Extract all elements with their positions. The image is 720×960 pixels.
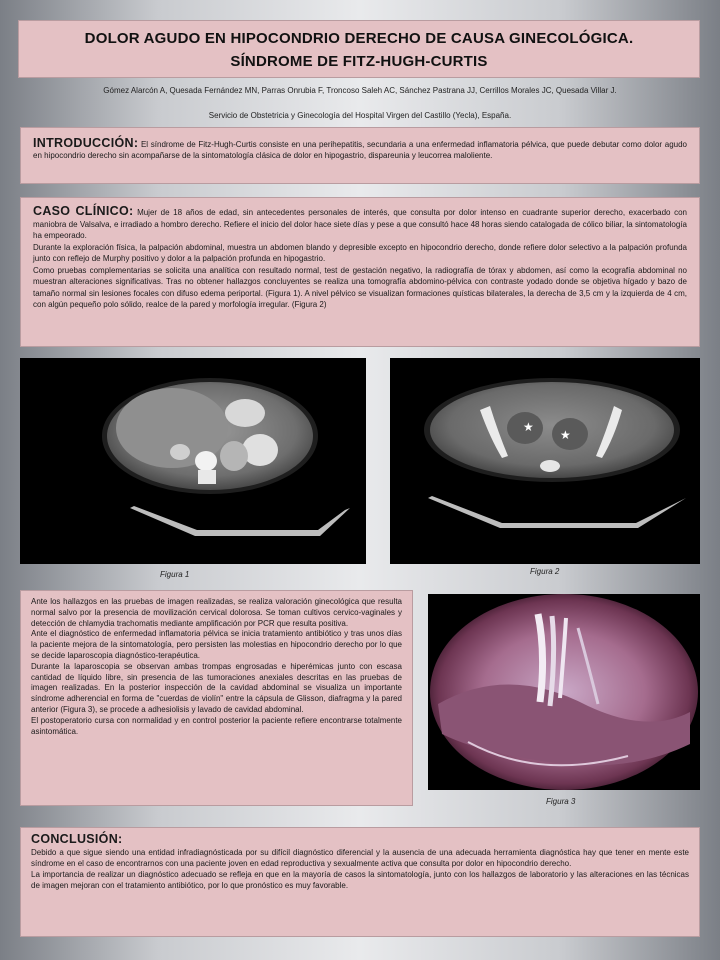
evolucion-p3: Durante la laparoscopia se observan ambas trompas engrosadas e hiperémicas junto con escasa cantidad de líquido libre, sin presencia de las tumoraciones anexiales descritas en las pruebas de imagen realizadas. En la posterior inspección de la cavidad abdominal se visualiza un importante síndrome adherencial en forma de "cuerdas de violín" entre la cápsula de Glisson, diafragma y la pared anterior (Figura 3), se procede a adhesiolisis y lavado de cavidad abdominal.	[31, 661, 402, 714]
svg-text:★: ★	[560, 428, 571, 442]
evolucion-section	[20, 590, 413, 806]
conclusion-section	[20, 827, 700, 937]
caso-p1-wrap	[33, 206, 687, 242]
caso-clinico-section	[20, 197, 700, 347]
introduccion-section	[20, 127, 700, 184]
evolucion-p1: Ante los hallazgos en las pruebas de imagen realizadas, se realiza valoración ginecológica que resulta normal salvo por la presencia de movilización cervical dolorosa. Se toman cultivos cervico-vaginales y detección de chlamydia trachomatis mediante amplificación por PCR que resulta positiva.	[31, 597, 402, 628]
svg-text:★: ★	[523, 420, 534, 434]
title-line-1: DOLOR AGUDO EN HIPOCONDRIO DERECHO DE CAUSA GINECOLÓGICA.	[84, 30, 634, 47]
caso-heading: CASO CLÍNICO:	[33, 204, 134, 218]
figure-3-caption: Figura 3	[546, 797, 576, 806]
introduccion-heading: INTRODUCCIÓN:	[33, 136, 139, 150]
laparoscopy-image	[428, 594, 700, 790]
introduccion-text: El síndrome de Fitz-Hugh-Curtis consiste en una perihepatitis, secundaria a una enfermedad inflamatoria pélvica, que puede debutar como dolor agudo en hipocondrio derecho sin acompañarse de la sintomatología clásica de dolor en hipogastrio, dispareunia y leucorrea maloliente.	[33, 140, 687, 160]
evolucion-p2: Ante el diagnóstico de enfermedad inflamatoria pélvica se inicia tratamiento antibiótico y tras unos días la paciente mejora de la sintomatología, pero persisten las molestias en hipocondrio derecho por lo que se decide laparoscopia diagnóstico-terapéutica.	[31, 629, 402, 660]
ct-pelvis-image	[390, 358, 700, 564]
authors: Gómez Alarcón A, Quesada Fernández MN, Parras Onrubia F, Troncoso Saleh AC, Sánchez Pastrana JJ, Cerrillos Morales JC, Quesada Villar J.	[103, 86, 617, 95]
caso-p1: Mujer de 18 años de edad, sin antecedentes personales de interés, que consulta por dolor intenso en cuadrante superior derecho, exacerbado con maniobra de Valsalva, e irradiado a hombro derecho. Refiere el inicio del dolor hace siete días y pese a que consultó hace 48 horas siendo catalogada de cólico biliar, la sintomatología ha empeorado.	[33, 208, 688, 240]
conclusion-p2: La importancia de realizar un diagnóstico adecuado se refleja en que en la mayoría de casos la sintomatología, junto con los hallazgos de laboratorio y las alteraciones en las técnicas de imagen mejoran con el tratamiento antibiótico, por lo que pronóstico es muy favorable.	[31, 870, 689, 890]
ct-abdomen-image	[20, 358, 366, 564]
caso-p3: Como pruebas complementarias se solicita una analítica con resultado normal, test de gestación negativo, la radiografía de tórax y abdomen, así como la ecografía abdominal no muestran alteraciones significativas. Tras no obtener hallazgos concluyentes se realiza una tomografía abdomino-pélvica con contraste yodado donde se objetiva hígado y bazo de tamaño normal sin lesiones focales con difuso edema periportal. (Figura 1). A nivel pélvico se visualizan formaciones quísticas bilaterales, la derecha de 3,5 cm y la izquierda de 4 cm, con algún pequeño polo sólido, realce de la pared y morfología irregular. (Figura 2)	[33, 265, 687, 309]
figure-3-laparoscopy	[428, 594, 700, 790]
caso-p2: Durante la exploración física, la palpación abdominal, muestra un abdomen blando y depresible excepto en hipocondrio derecho, donde refiere dolor selectivo a la palpación profunda junto con reflejo de Murphy positivo y dolor a la palpación profunda en hipogastrio.	[33, 242, 687, 263]
figure-1-caption: Figura 1	[160, 570, 190, 579]
conclusion-heading: CONCLUSIÓN:	[31, 832, 123, 846]
title-line-2: SÍNDROME DE FITZ-HUGH-CURTIS	[230, 53, 488, 70]
title-box	[18, 20, 700, 78]
conclusion-p1: Debido a que sigue siendo una entidad infradiagnósticada por su difícil diagnóstico diferencial y la ausencia de una adecuada herramienta diagnóstica hay que tener en mente este síndrome en el caso de encontrarnos con una paciente joven en edad reproductiva y sexualmente activa que consulta por dolor en hipocondrio derecho.	[31, 848, 689, 868]
evolucion-p4: El postoperatorio cursa con normalidad y en control posterior la paciente refiere encontrarse totalmente asintomática.	[31, 715, 402, 736]
figure-2-caption: Figura 2	[530, 567, 560, 576]
figure-2-ct-pelvis	[390, 358, 700, 564]
affiliation: Servicio de Obstetricia y Ginecología del Hospital Virgen del Castillo (Yecla), España.	[208, 111, 512, 120]
figure-1-ct-abdomen	[20, 358, 366, 564]
